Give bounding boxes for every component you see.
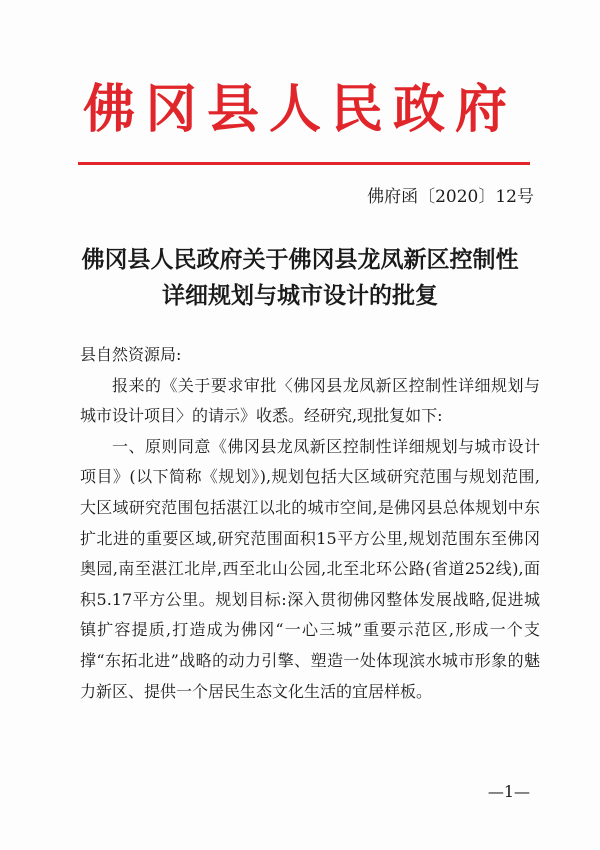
body-paragraph-1: 报来的《关于要求审批〈佛冈县龙凤新区控制性详细规划与城市设计项目〉的请示》收悉。经研究,现批复如下:: [80, 375, 540, 426]
masthead-title: 佛冈县人民政府: [82, 79, 517, 140]
document-body: [80, 340, 540, 707]
document-title-line-1: 佛冈县人民政府关于佛冈县龙凤新区控制性: [81, 246, 519, 273]
document-title-line-2: 详细规划与城市设计的批复: [162, 282, 438, 309]
addressee: 县自然资源局:: [80, 345, 182, 364]
document-number: 佛府函〔2020〕12号: [367, 187, 534, 207]
page-number: —1—: [487, 782, 530, 801]
document-title: [40, 242, 560, 314]
masthead-red-line: [78, 162, 530, 165]
body-paragraph-2: 一、原则同意《佛冈县龙凤新区控制性详细规划与城市设计项目》(以下简称《规划》),规划包括大区域研究范围与规划范围,大区域研究范围包括湛江以北的城市空间,是佛冈县总体规划中东扩北进的重要区域,研究范围面积15平方公里,规划范围东至佛冈奥园,南至湛江北岸,西至北山公园,北至北环公路(省道252线),面积5.17平方公里。规划目标:深入贯彻佛冈整体发展战略,促进城镇扩容提质,打造成为佛冈“一心三城”重要示范区,形成一个支撑“东拓北进”战略的动力引擎、塑造一处体现滨水城市形象的魅力新区、提供一个居民生态文化生活的宜居样板。: [80, 436, 540, 701]
